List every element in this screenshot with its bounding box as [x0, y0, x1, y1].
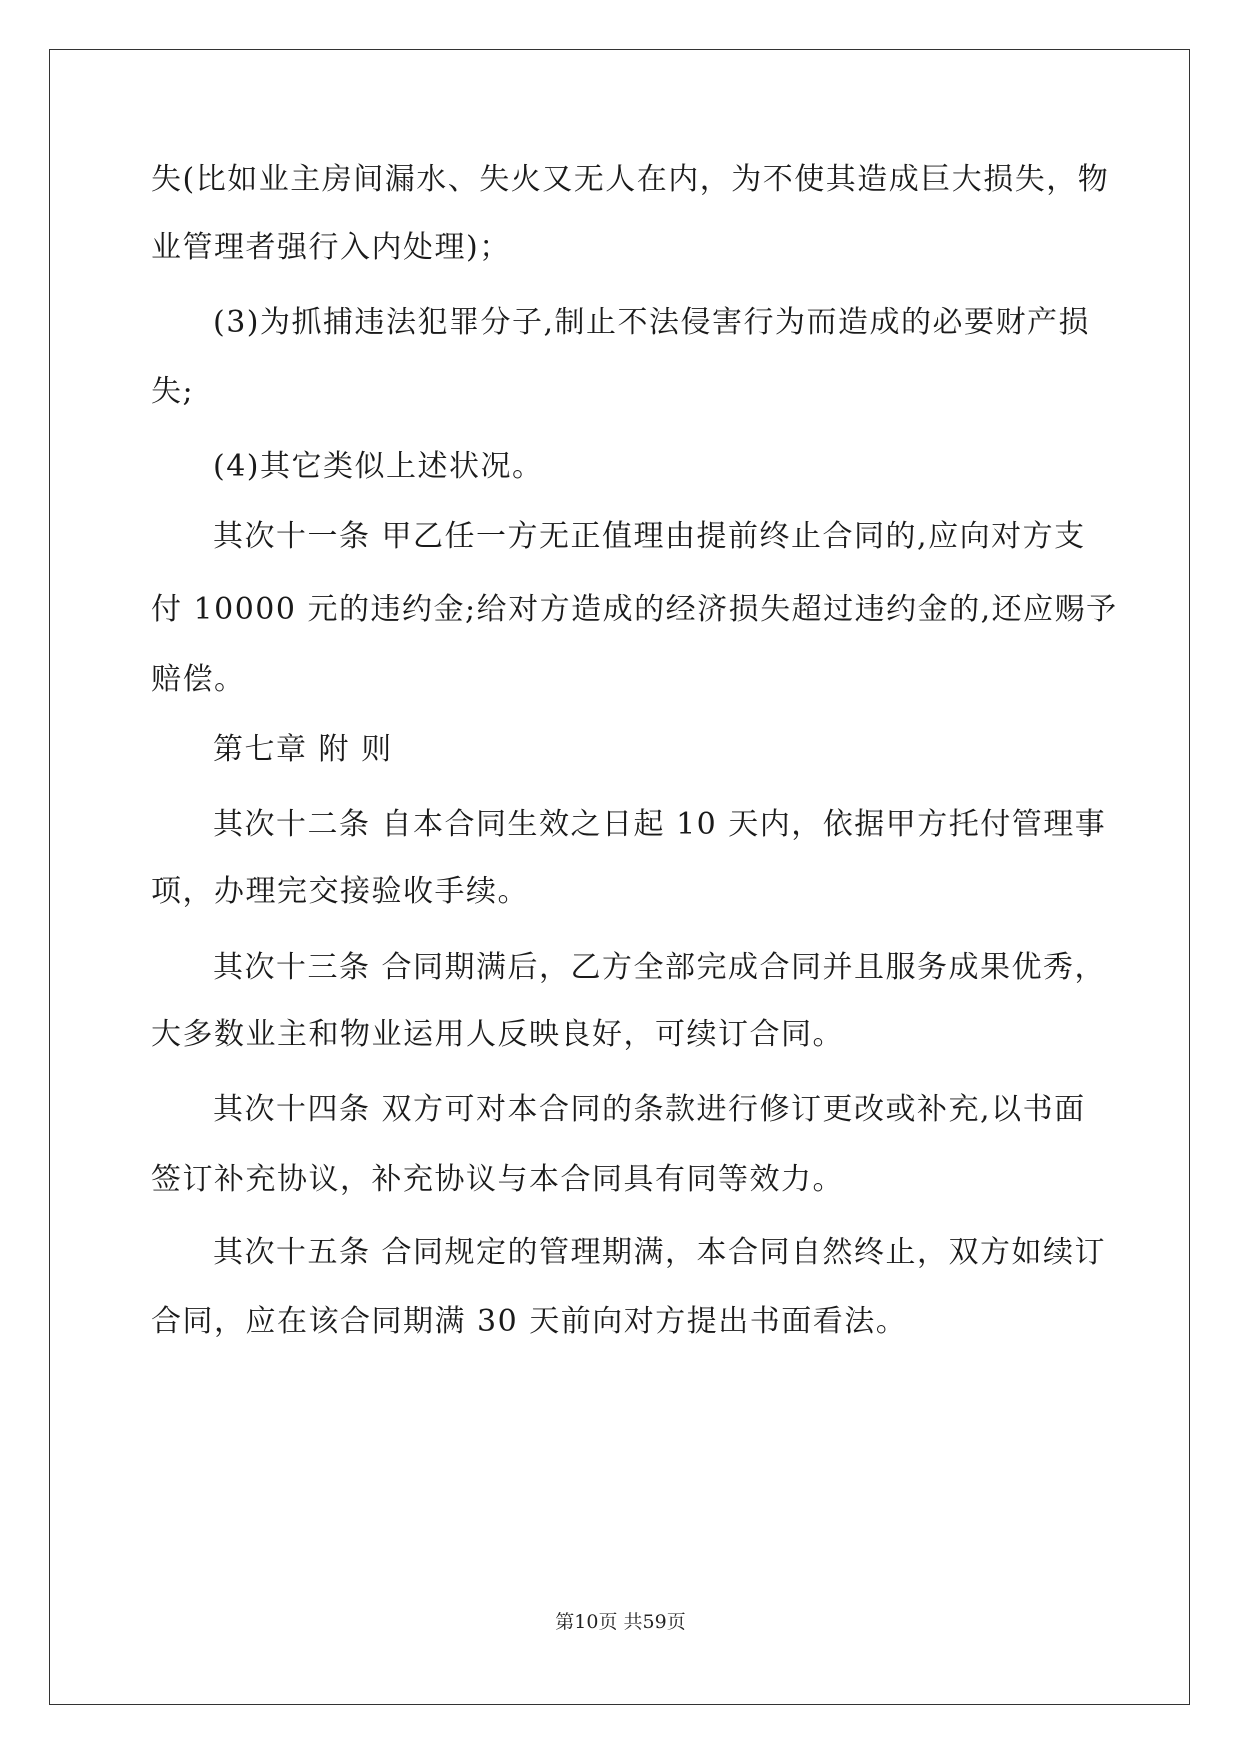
text-line: 其次十一条 甲乙任一方无正值理由提前终止合同的,应向对方支 — [213, 519, 1086, 554]
text-line: 合同，应在该合同期满 30 天前向对方提出书面看法。 — [151, 1304, 908, 1339]
text-line: 其次十五条 合同规定的管理期满，本合同自然终止，双方如续订 — [213, 1235, 1107, 1270]
text-line: 其次十二条 自本合同生效之日起 10 天内，依据甲方托付管理事 — [213, 807, 1107, 842]
text-line: 失; — [151, 374, 195, 409]
text-line: (4)其它类似上述状况。 — [213, 449, 544, 484]
text-line: 大多数业主和物业运用人反映良好，可续订合同。 — [151, 1017, 844, 1052]
text-line: 项，办理完交接验收手续。 — [151, 874, 529, 909]
text-line: 失(比如业主房间漏水、失火又无人在内，为不使其造成巨大损失，物 — [151, 162, 1110, 197]
text-line: 其次十三条 合同期满后，乙方全部完成合同并且服务成果优秀， — [213, 950, 1107, 985]
section-heading: 第七章 附 则 — [213, 732, 393, 767]
text-line: 签订补充协议，补充协议与本合同具有同等效力。 — [151, 1162, 844, 1197]
text-line: 其次十四条 双方可对本合同的条款进行修订更改或补充,以书面 — [213, 1092, 1086, 1127]
text-line: 赔偿。 — [151, 662, 246, 697]
text-line: 业管理者强行入内处理)； — [151, 230, 511, 265]
text-line: (3)为抓捕违法犯罪分子,制止不法侵害行为而造成的必要财产损 — [213, 305, 1091, 340]
page-number: 第10页 共59页 — [555, 1611, 686, 1633]
text-line: 付 10000 元的违约金;给对方造成的经济损失超过违约金的,还应赐予 — [151, 592, 1118, 627]
